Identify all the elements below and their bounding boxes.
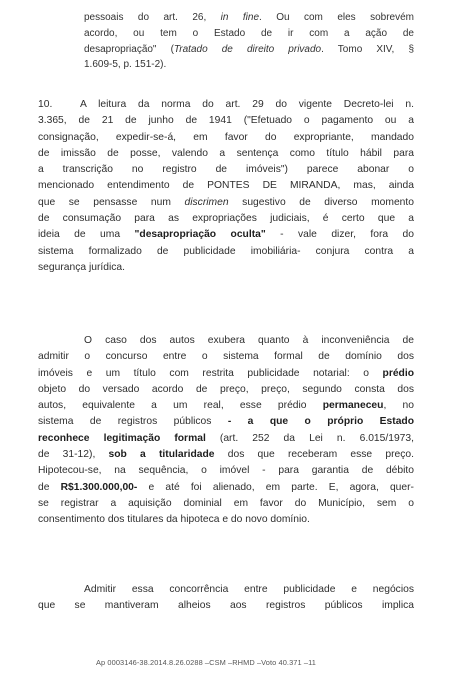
paragraph-line: sistema de registros públicos - a que o próprio Estado <box>38 416 415 428</box>
paragraph-line: que se mantiveram alheios aos registros públicos implica <box>38 600 414 612</box>
paragraph-line: 3.365, de 21 de junho de 1941 ("Efetuado o pagamento ou a <box>38 115 414 127</box>
quote-line: pessoais do art. 26, in fine. Ou com eles sobrevém <box>84 12 415 23</box>
paragraph-line: de 31-12), sob a titularidade dos que receberam esse preço. <box>38 449 414 461</box>
block-quote <box>84 10 414 73</box>
page-footer: Ap 0003146-38.2014.8.26.0288 –CSM –RHMD –Voto 40.371 –11 <box>96 658 316 667</box>
paragraph-line: admitir o concurso entre o sistema formal de domínio dos <box>38 351 414 363</box>
paragraph-line: objeto do versado acordo de preço, preço, segundo consta dos <box>38 383 414 395</box>
paragraph-line: Admitir essa concorrência entre publicidade e negócios <box>84 584 414 595</box>
paragraph-line: O caso dos autos exubera quanto à inconveniência de <box>84 335 414 346</box>
paragraph-line: sistema formalizado de publicidade imobiliária- conjura contra a <box>38 245 414 257</box>
paragraph-line: 10. A leitura da norma do art. 29 do vigente Decreto-lei n. <box>38 97 414 113</box>
paragraph-line: consentimento dos titulares da hipoteca e do novo domínio. <box>38 514 310 526</box>
paragraph-line: autos, equivalente a um real, esse prédio permaneceu, no <box>38 400 414 412</box>
paragraph-line: de R$1.300.000,00- e até foi alienado, em parte. E, agora, quer- <box>38 481 414 493</box>
paragraph-line: segurança jurídica. <box>38 261 126 273</box>
quote-line: acordo, ou tem o Estado de ir com a ação de <box>84 27 414 39</box>
paragraph-line: a transcrição no registro de imóveis") parece abonar o <box>38 164 414 176</box>
paragraph-line: se registrar a aquisição dominial em favor do Município, sem o <box>38 497 414 509</box>
paragraph-line: que se pensasse num discrimen sugestivo de diverso momento <box>38 196 414 208</box>
paragraph-line: de consumação para as expropriações judiciais, é certo que a <box>38 213 414 225</box>
paragraph-10 <box>38 97 414 276</box>
paragraph-admitir <box>38 582 414 615</box>
quote-line: 1.609-5, p. 151-2). <box>84 59 167 71</box>
paragraph-caso-dos-autos <box>38 333 414 529</box>
paragraph-line: Hipotecou-se, na sequência, o imóvel - para garantia de débito <box>38 465 414 477</box>
paragraph-line: imóveis e um título com restrita publicidade notarial: o prédio <box>38 367 414 379</box>
paragraph-line: reconhece legitimação formal (art. 252 da Lei n. 6.015/1973, <box>38 432 414 444</box>
paragraph-number: 10. <box>38 99 53 110</box>
quote-line: desapropriação" (Tratado de direito privado. Tomo XIV, § <box>84 43 414 55</box>
paragraph-line: consignação, expedir-se-á, em favor do expropriante, mandado <box>38 131 414 143</box>
paragraph-line: de imissão de posse, valendo a sentença como título hábil para <box>38 147 414 159</box>
paragraph-line: ideia de uma "desapropriação oculta" - vale dizer, fora do <box>38 229 414 241</box>
paragraph-line: mencionado entendimento de PONTES DE MIRANDA, mas, ainda <box>38 180 414 192</box>
